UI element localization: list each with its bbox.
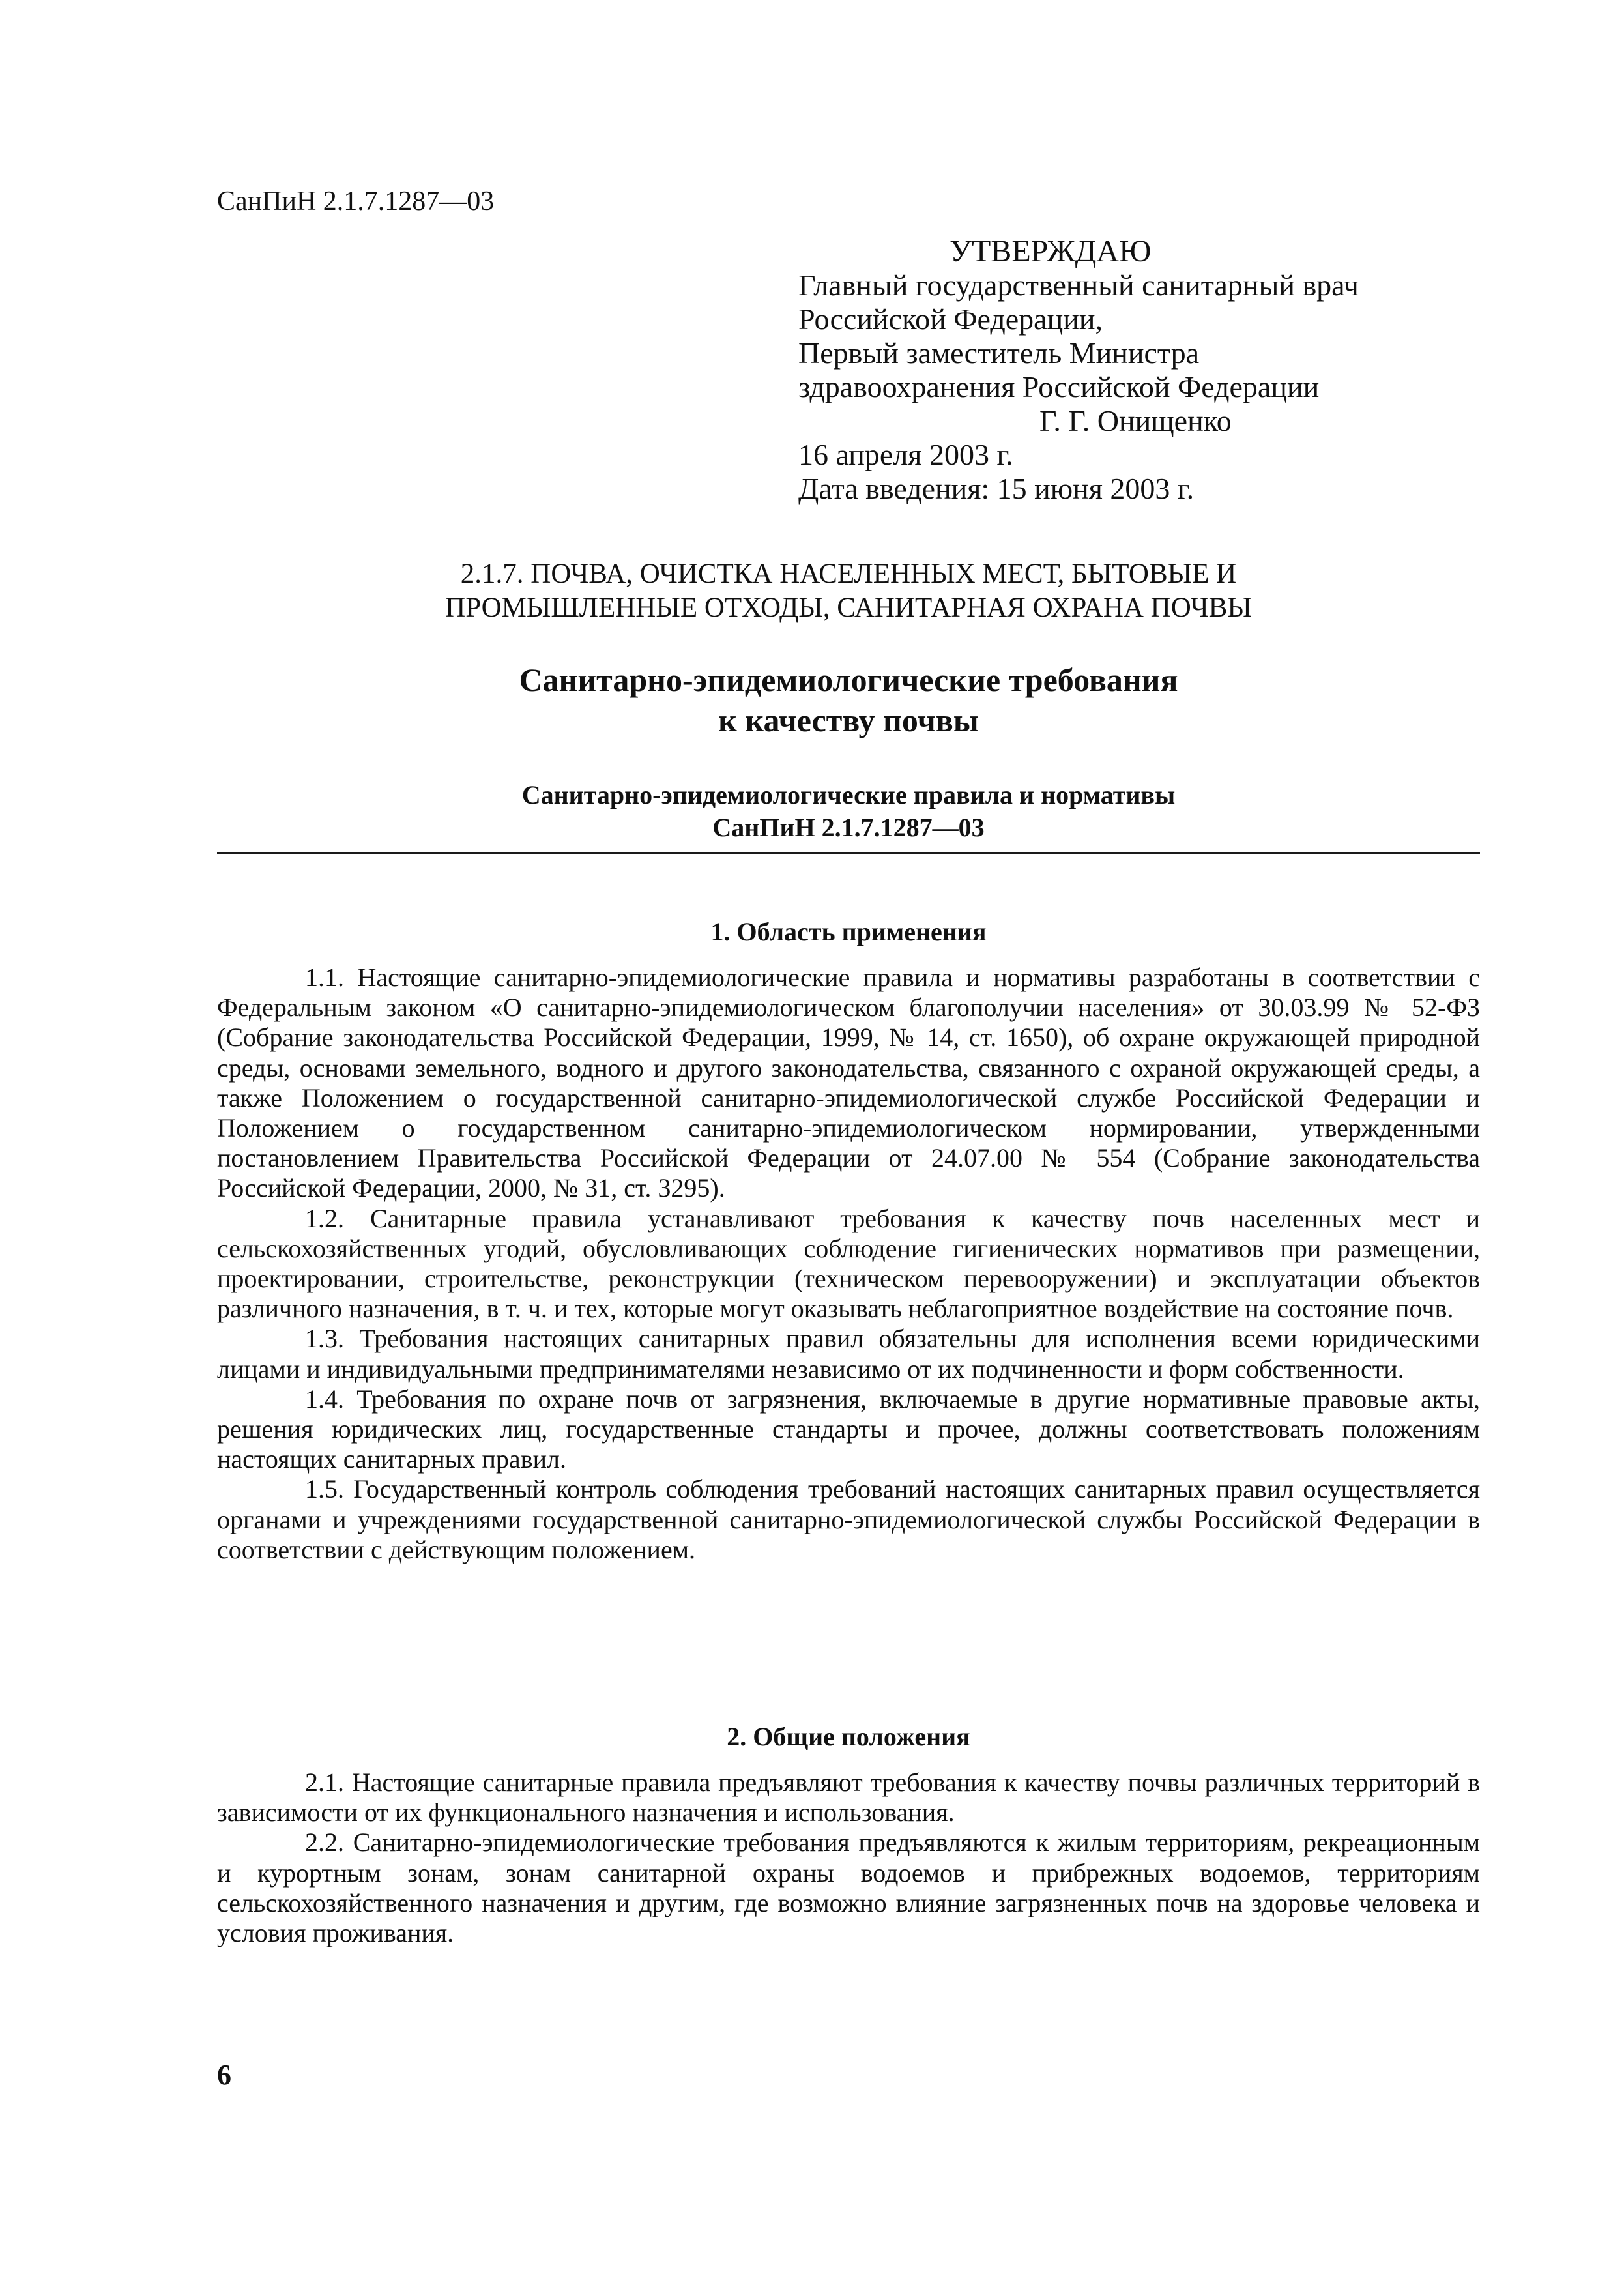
paragraph-1-2: 1.2. Санитарные правила устанавливают требования к качеству почв населенных мест и сельскохозяйственных угодий, обусловливающих соблюдение гигиенических нормативов при размещении, проектировании, строительстве, реконструкции (техническом перевооружении) и эксплуатации объектов различного назначения, в т. ч. и тех, которые могут оказывать неблагоприятное воздействие на состояние почв.: [217, 1203, 1480, 1324]
document-title: [217, 660, 1480, 740]
approval-title-line: Первый заместитель Министра: [798, 336, 1199, 370]
section-1-heading: 1. Область применения: [710, 917, 987, 946]
approval-title-line: здравоохранения Российской Федерации: [798, 370, 1320, 403]
paragraph-2-1: 2.1. Настоящие санитарные правила предъявляют требования к качеству почвы различных территорий в зависимости от их функционального назначения и использования.: [217, 1768, 1480, 1828]
section-1-body: [217, 963, 1480, 1565]
approval-title-line: Главный государственный санитарный врач: [798, 269, 1359, 302]
document-title-line: Санитарно-эпидемиологические требования: [519, 662, 1178, 698]
rules-caption-line: Санитарно-эпидемиологические правила и нормативы: [521, 780, 1176, 809]
paragraph-1-1: 1.1. Настоящие санитарно-эпидемиологические правила и нормативы разработаны в соответствии с Федеральным законом «О санитарно-эпидемиологическом благополучии населения» от 30.03.99 № 52-ФЗ (Собрание законодательства Российской Федерации, 1999, № 14, ст. 1650), об охране окружающей природной среды, основами земельного, водного и другого законодательства, связанного с охраной окружающей среды, а также Положением о государственной санитарно-эпидемиологической службе Российской Федерации и Положением о государственном санитарно-эпидемиологическом нормировании, утвержденными постановлением Правительства Российской Федерации от 24.07.00 № 554 (Собрание законодательства Российской Федерации, 2000, № 31, ст. 3295).: [217, 963, 1480, 1203]
section-2-body: [217, 1768, 1480, 1948]
document-title-line: к качеству почвы: [718, 702, 979, 738]
section-heading-line: ПРОМЫШЛЕННЫЕ ОТХОДЫ, САНИТАРНАЯ ОХРАНА ПОЧВЫ: [445, 592, 1252, 623]
approval-date: 16 апреля 2003 г.: [798, 438, 1013, 471]
section-heading: [217, 557, 1480, 625]
approval-signer: Г. Г. Онищенко: [1039, 404, 1232, 437]
document-code: СанПиН 2.1.7.1287—03: [217, 186, 495, 216]
approval-block: [798, 235, 1450, 506]
rules-caption-line: СанПиН 2.1.7.1287—03: [712, 813, 985, 842]
paragraph-1-4: 1.4. Требования по охране почв от загрязнения, включаемые в другие нормативные правовые акты, решения юридических лиц, государственные стандарты и прочее, должны соответствовать положениям настоящих санитарных правил.: [217, 1384, 1480, 1474]
rules-caption: [217, 779, 1480, 844]
approval-title-line: Российской Федерации,: [798, 302, 1103, 336]
effective-date: Дата введения: 15 июня 2003 г.: [798, 472, 1195, 505]
page-number: 6: [217, 2059, 231, 2091]
section-heading-line: 2.1.7. ПОЧВА, ОЧИСТКА НАСЕЛЕННЫХ МЕСТ, БЫТОВЫЕ И: [460, 559, 1237, 589]
approval-heading: УТВЕРЖДАЮ: [950, 234, 1152, 269]
horizontal-divider: [217, 852, 1480, 854]
section-2-heading: 2. Общие положения: [727, 1722, 970, 1751]
paragraph-2-2: 2.2. Санитарно-эпидемиологические требования предъявляются к жилым территориям, рекреационным и курортным зонам, зонам санитарной охраны водоемов и прибрежных водоемов, территориям сельскохозяйственного назначения и другим, где возможно влияние загрязненных почв на здоровье человека и условия проживания.: [217, 1828, 1480, 1948]
paragraph-1-3: 1.3. Требования настоящих санитарных правил обязательны для исполнения всеми юридическими лицами и индивидуальными предпринимателями независимо от их подчиненности и форм собственности.: [217, 1324, 1480, 1384]
paragraph-1-5: 1.5. Государственный контроль соблюдения требований настоящих санитарных правил осуществляется органами и учреждениями государственной санитарно-эпидемиологической службы Российской Федерации в соответствии с действующим положением.: [217, 1474, 1480, 1564]
